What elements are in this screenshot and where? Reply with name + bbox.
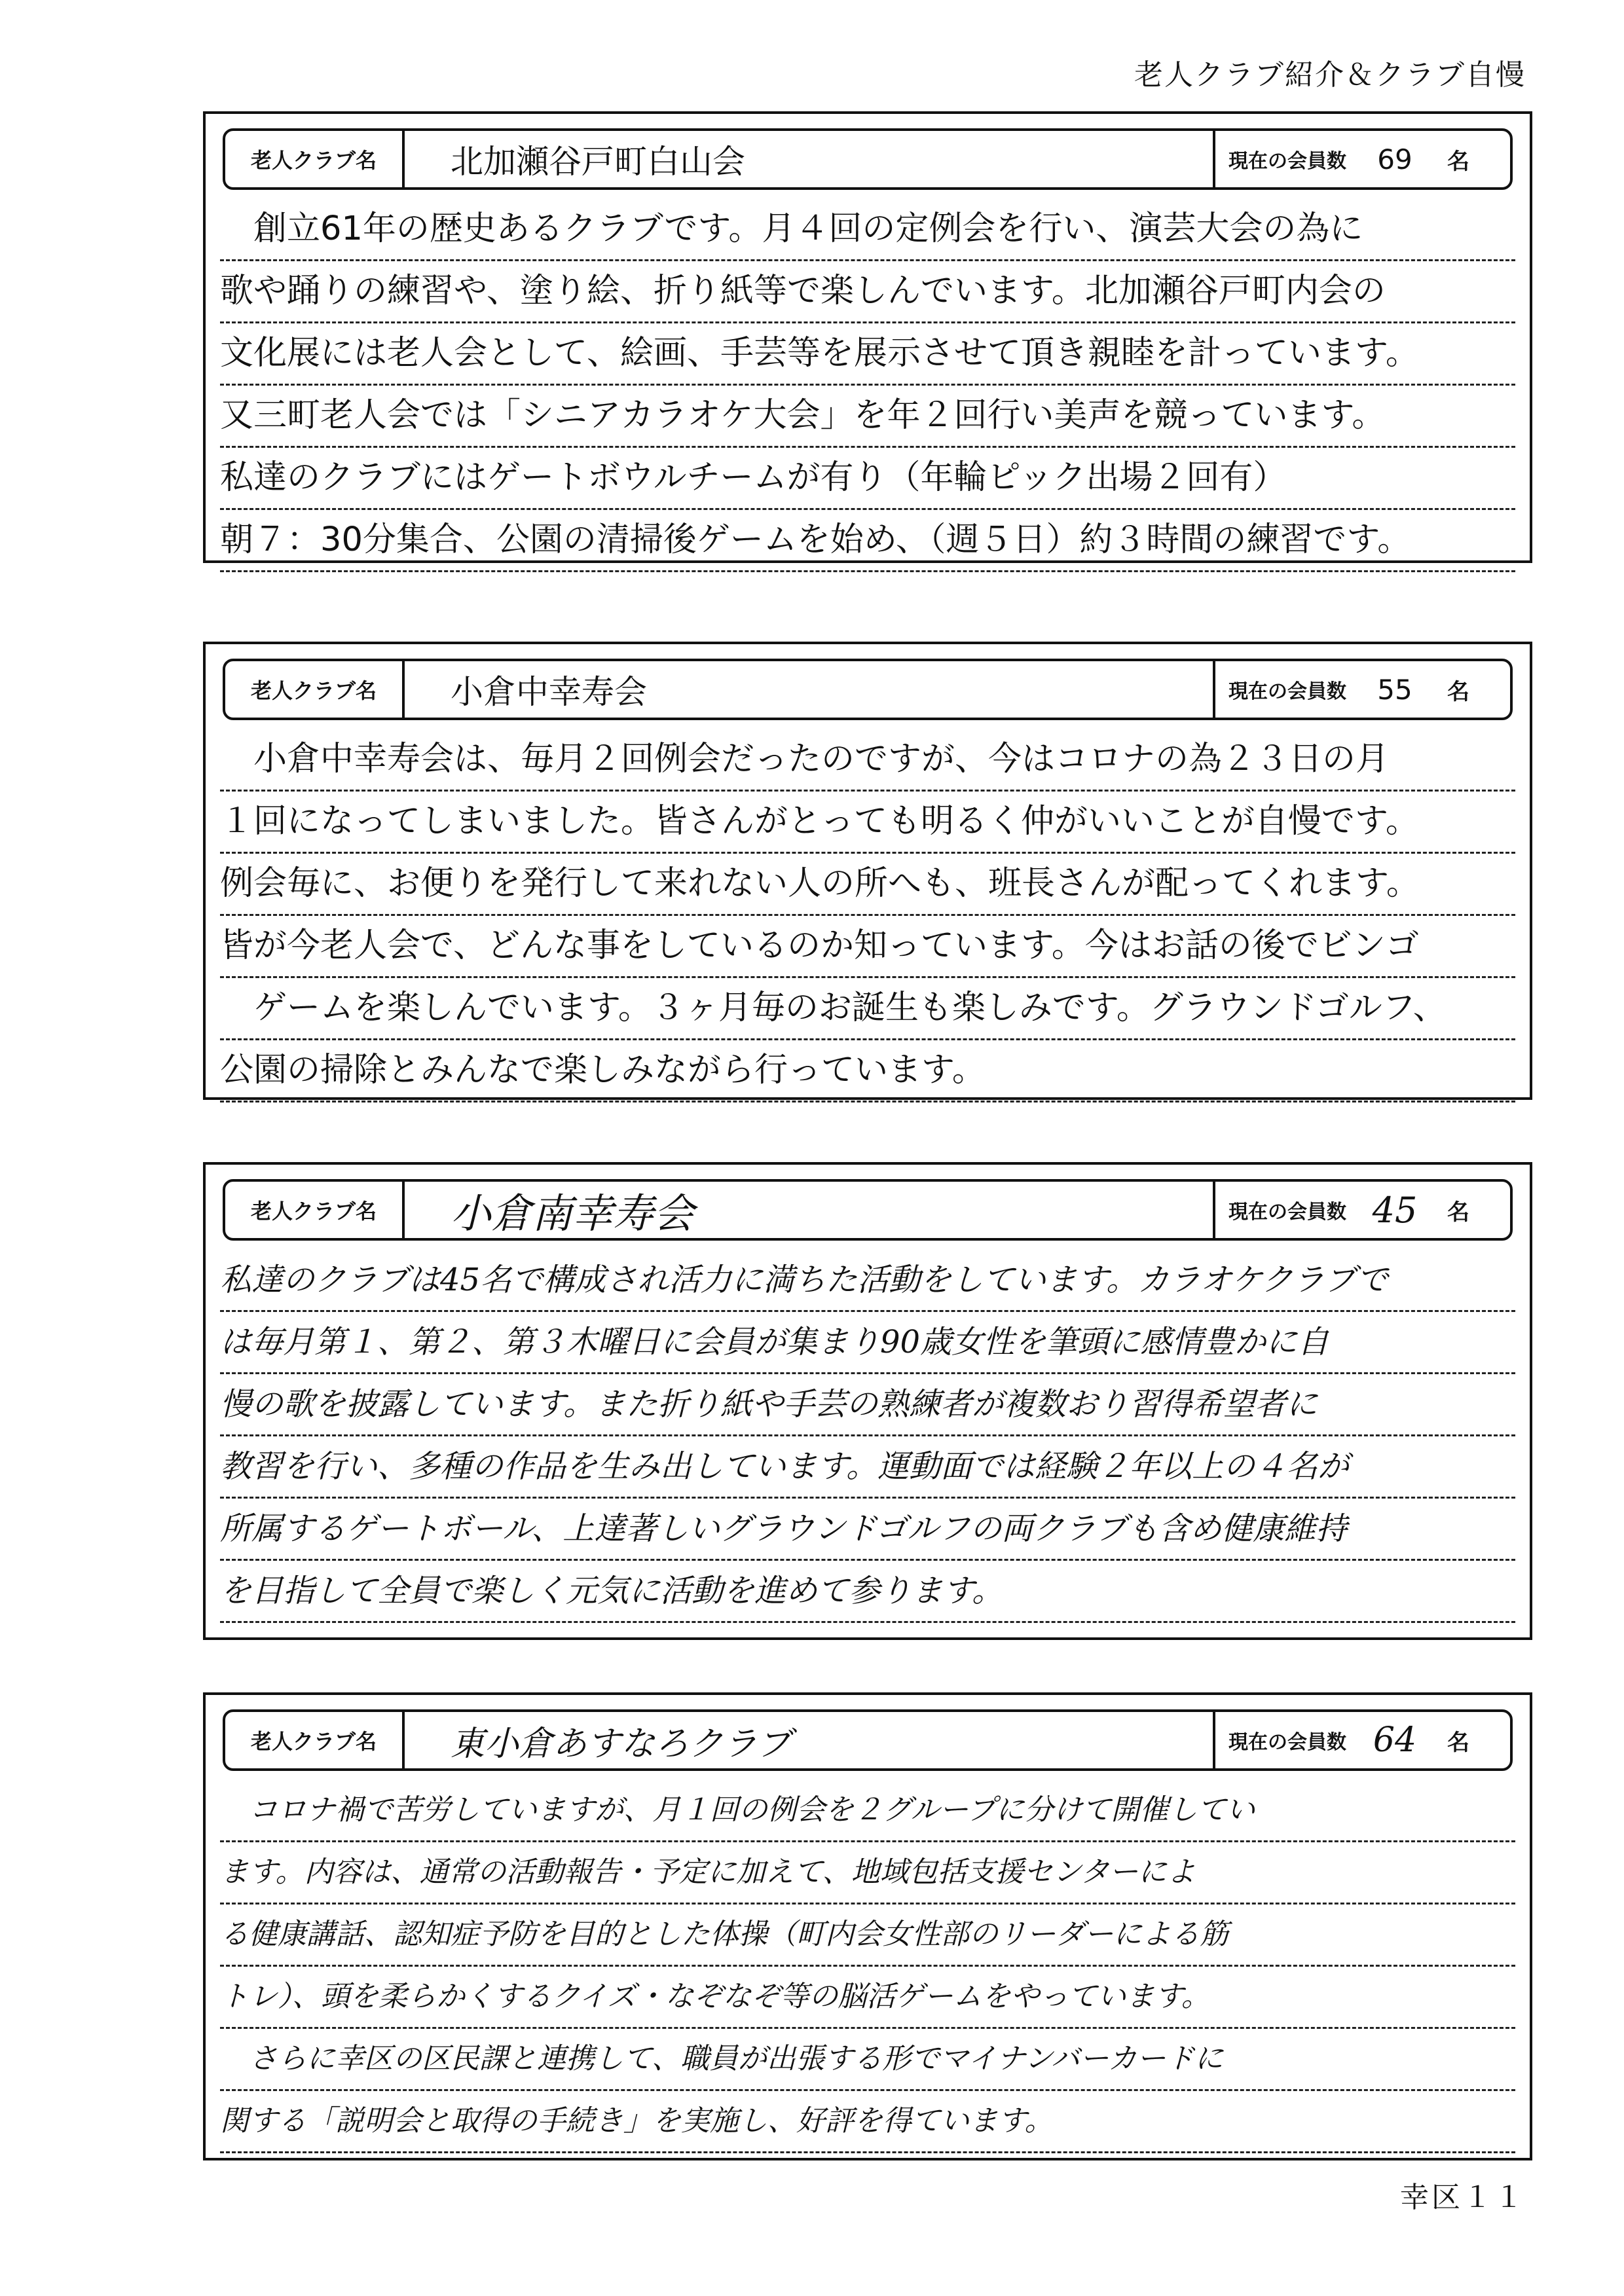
description-line: 教習を行い、多種の作品を生み出しています。運動面では経験２年以上の４名が [220, 1436, 1515, 1499]
club-description [220, 199, 1515, 572]
member-count-cell [1215, 131, 1510, 187]
description-line: る健康講話、認知症予防を目的とした体操（町内会女性部のリーダーによる筋 [220, 1904, 1515, 1967]
description-line: コロナ禍で苦労していますが、月１回の例会を２グループに分けて開催してい [220, 1780, 1515, 1842]
member-count-cell [1215, 661, 1510, 718]
description-line: 慢の歌を披露しています。また折り紙や手芸の熟練者が複数おり習得希望者に [220, 1374, 1515, 1436]
club-description [220, 1250, 1515, 1623]
club-name: 小倉南幸寿会 [405, 1182, 1215, 1238]
club-header [223, 1179, 1513, 1241]
description-line: 例会毎に、お便りを発行して来れない人の所へも、班長さんが配ってくれます。 [220, 854, 1515, 916]
description-line: 私達のクラブにはゲートボウルチームが有り（年輪ピック出場２回有） [220, 448, 1515, 510]
club-name-label: 老人クラブ名 [225, 131, 405, 187]
member-unit: 名 [1447, 1199, 1469, 1226]
description-line: 私達のクラブは45名で構成され活力に満ちた活動をしています。カラオケクラブで [220, 1250, 1515, 1312]
member-unit: 名 [1447, 678, 1469, 705]
page-header-title: 老人クラブ紹介＆クラブ自慢 [1134, 58, 1526, 92]
description-line: トレ）、頭を柔らかくするクイズ・なぞなぞ等の脳活ゲームをやっています。 [220, 1967, 1515, 2029]
club-name: 小倉中幸寿会 [405, 661, 1215, 718]
club-name: 東小倉あすなろクラブ [405, 1712, 1215, 1768]
description-line: さらに幸区の区民課と連携して、職員が出張する形でマイナンバーカードに [220, 2029, 1515, 2091]
description-line: ゲームを楽しんでいます。３ヶ月毎のお誕生も楽しみです。グラウンドゴルフ、 [220, 978, 1515, 1040]
description-line: ます。内容は、通常の活動報告・予定に加えて、地域包括支援センターによ [220, 1842, 1515, 1904]
club-description [220, 729, 1515, 1102]
club-card [203, 642, 1532, 1100]
club-name-label: 老人クラブ名 [225, 661, 405, 718]
description-line: １回になってしまいました。皆さんがとっても明るく仲がいいことが自慢です。 [220, 792, 1515, 854]
club-header [223, 128, 1513, 190]
description-line: 文化展には老人会として、絵画、手芸等を展示させて頂き親睦を計っています。 [220, 323, 1515, 386]
club-header [223, 1709, 1513, 1771]
member-count-label: 現在の会員数 [1228, 1201, 1346, 1224]
member-count: 69 [1377, 143, 1412, 175]
page-number-label: 幸区１１ [1400, 2181, 1526, 2214]
description-line: 又三町老人会では「シニアカラオケ大会」を年２回行い美声を競っています。 [220, 386, 1515, 448]
description-line: 歌や踊りの練習や、塗り絵、折り紙等で楽しんでいます。北加瀬谷戸町内会の [220, 261, 1515, 323]
description-line: 皆が今老人会で、どんな事をしているのか知っています。今はお話の後でビンゴ [220, 916, 1515, 978]
club-description [220, 1780, 1515, 2153]
club-header [223, 659, 1513, 720]
member-count-label: 現在の会員数 [1228, 1731, 1346, 1754]
description-line: 小倉中幸寿会は、毎月２回例会だったのですが、今はコロナの為２３日の月 [220, 729, 1515, 792]
member-count: 64 [1373, 1721, 1417, 1760]
club-name: 北加瀬谷戸町白山会 [405, 131, 1215, 187]
member-count-label: 現在の会員数 [1228, 150, 1346, 173]
club-card [203, 1692, 1532, 2160]
club-card [203, 1162, 1532, 1640]
description-line: 公園の掃除とみんなで楽しみながら行っています。 [220, 1040, 1515, 1102]
description-line: 所属するゲートボール、上達著しいグラウンドゴルフの両クラブも含め健康維持 [220, 1499, 1515, 1561]
description-line: は毎月第１、第２、第３木曜日に会員が集まり90歳女性を筆頭に感情豊かに自 [220, 1312, 1515, 1374]
member-count-cell [1215, 1712, 1510, 1768]
member-count: 45 [1372, 1189, 1418, 1231]
description-line: 関する「説明会と取得の手続き」を実施し、好評を得ています。 [220, 2091, 1515, 2153]
member-count-label: 現在の会員数 [1228, 680, 1346, 703]
member-unit: 名 [1447, 1729, 1469, 1756]
club-card [203, 111, 1532, 563]
club-name-label: 老人クラブ名 [225, 1182, 405, 1238]
description-line: 朝７：30分集合、公園の清掃後ゲームを始め、（週５日）約３時間の練習です。 [220, 510, 1515, 572]
description-line: 創立61年の歴史あるクラブです。月４回の定例会を行い、演芸大会の為に [220, 199, 1515, 261]
club-name-label: 老人クラブ名 [225, 1712, 405, 1768]
description-line: を目指して全員で楽しく元気に活動を進めて参ります。 [220, 1561, 1515, 1623]
member-unit: 名 [1447, 148, 1469, 175]
member-count: 55 [1377, 673, 1412, 706]
member-count-cell [1215, 1182, 1510, 1238]
